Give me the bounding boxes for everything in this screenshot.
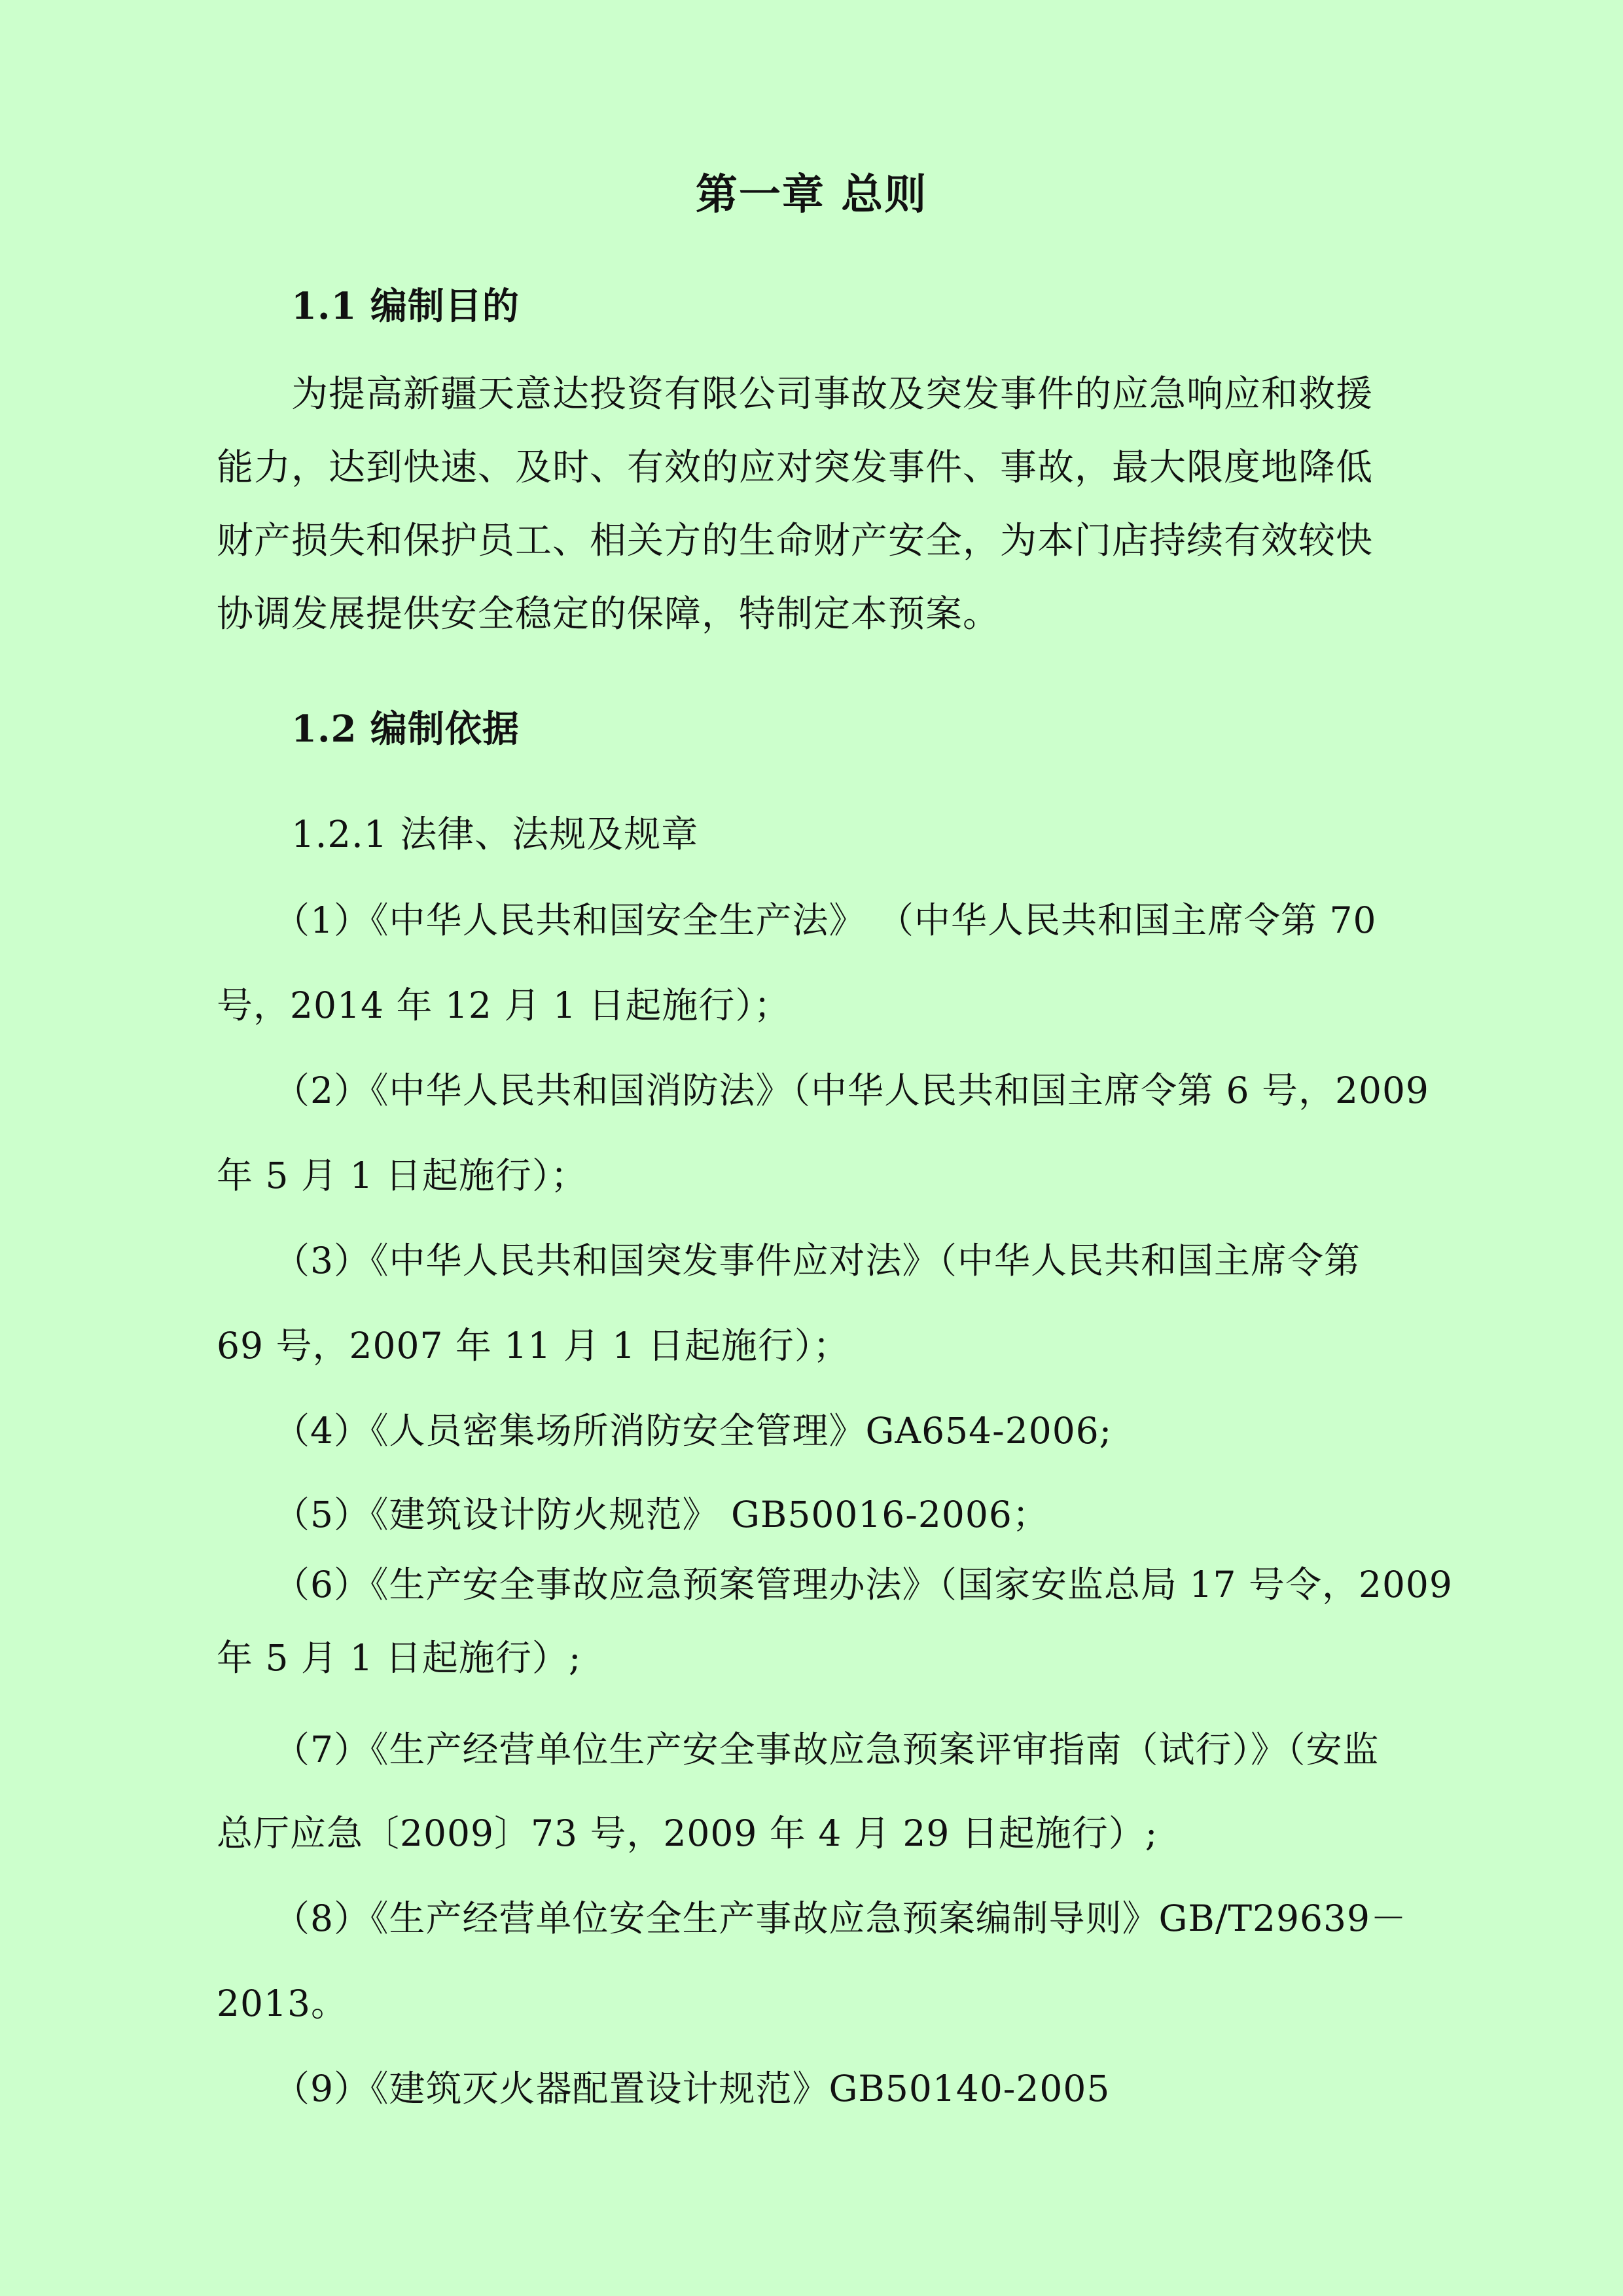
law-item-6-line-1: （6）《生产安全事故应急预案管理办法》（国家安监总局 17 号令，2009: [274, 1564, 1453, 1605]
law-item-7-line-1: （7）《生产经营单位生产安全事故应急预案评审指南（试行）》（安监: [274, 1729, 1380, 1770]
paragraph-line-1: 为提高新疆天意达投资有限公司事故及突发事件的应急响应和救援: [291, 373, 1373, 416]
law-item-3-line-2: 69 号，2007 年 11 月 1 日起施行）；: [217, 1325, 850, 1367]
law-item-6-line-2: 年 5 月 1 日起施行）;: [217, 1637, 582, 1679]
law-item-1-line-2: 号，2014 年 12 月 1 日起施行）；: [217, 984, 791, 1026]
law-item-2-line-2: 年 5 月 1 日起施行）；: [217, 1155, 588, 1196]
law-item-4: （4）《人员密集场所消防安全管理》GA654-2006;: [274, 1410, 1113, 1452]
section-heading-1-2: 1.2 编制依据: [291, 708, 520, 751]
law-item-8-line-1: （8）《生产经营单位安全生产事故应急预案编制导则》GB/T29639－: [274, 1897, 1408, 1939]
law-item-9: （9）《建筑灭火器配置设计规范》GB50140-2005: [274, 2068, 1111, 2109]
law-item-3-line-1: （3）《中华人民共和国突发事件应对法》（中华人民共和国主席令第: [274, 1240, 1361, 1282]
chapter-title: 第一章 总则: [695, 170, 928, 219]
law-item-8-line-2: 2013。: [217, 1982, 348, 2024]
law-item-7-line-2: 总厅应急〔2009〕73 号，2009 年 4 月 29 日起施行）;: [217, 1812, 1158, 1854]
paragraph-line-2: 能力，达到快速、及时、有效的应对突发事件、事故，最大限度地降低: [217, 446, 1373, 489]
subsection-heading-1-2-1: 1.2.1 法律、法规及规章: [291, 814, 699, 856]
law-item-2-line-1: （2）《中华人民共和国消防法》（中华人民共和国主席令第 6 号，2009: [274, 1069, 1429, 1111]
law-item-5: （5）《建筑设计防火规范》 GB50016-2006；: [274, 1494, 1049, 1535]
law-item-1-line-1: （1）《中华人民共和国安全生产法》 （中华人民共和国主席令第 70: [274, 899, 1377, 941]
paragraph-line-4: 协调发展提供安全稳定的保障，特制定本预案。: [217, 593, 1000, 636]
section-heading-1-1: 1.1 编制目的: [291, 285, 520, 328]
paragraph-line-3: 财产损失和保护员工、相关方的生命财产安全，为本门店持续有效较快: [217, 520, 1373, 562]
